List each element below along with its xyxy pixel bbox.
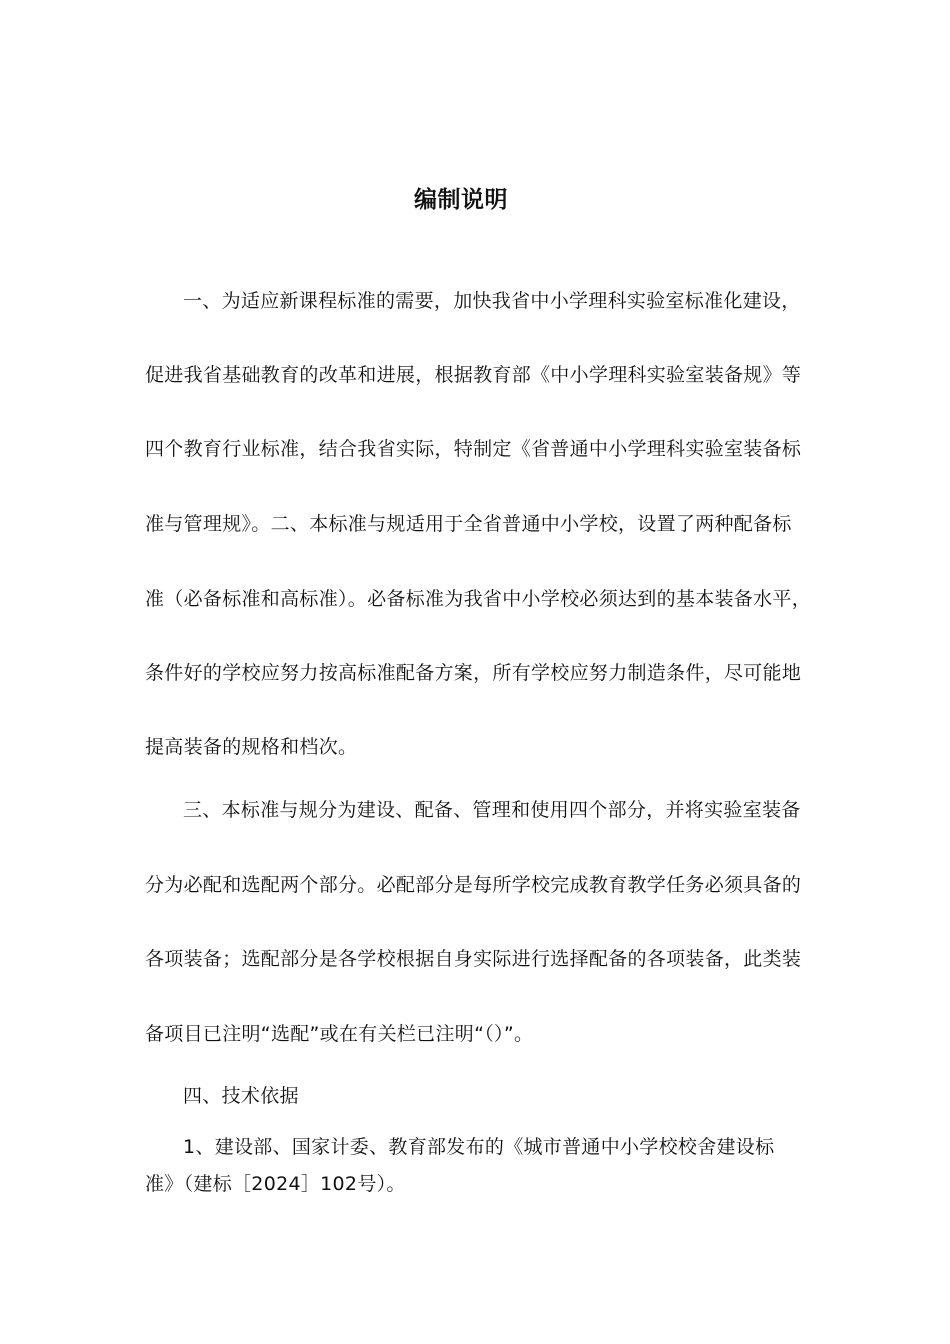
paragraph-line: 备项目已注明“选配”或在有关栏已注明“（）”。 bbox=[145, 1023, 534, 1045]
section-heading: 四、技术依据 bbox=[183, 1085, 299, 1107]
paragraph-line: 促进我省基础教育的改革和进展，根据教育部《中小学理科实验室装备规》等 bbox=[145, 364, 802, 386]
paragraph-line: 1、建设部、国家计委、教育部发布的《城市普通中小学校校舍建设标 bbox=[183, 1136, 775, 1158]
paragraph-line: 条件好的学校应努力按高标准配备方案，所有学校应努力制造条件，尽可能地 bbox=[145, 662, 802, 684]
page-title: 编制说明 bbox=[414, 187, 508, 213]
paragraph-line: 三、本标准与规分为建设、配备、管理和使用四个部分，并将实验室装备 bbox=[183, 799, 801, 821]
paragraph-line: 准与管理规》。二、本标准与规适用于全省普通中小学校，设置了两种配备标 bbox=[145, 513, 792, 535]
paragraph-line: 一、为适应新课程标准的需要，加快我省中小学理科实验室标准化建设， bbox=[183, 290, 801, 312]
paragraph-line: 准》（建标［2024］102号）。 bbox=[145, 1173, 406, 1195]
paragraph-line: 四个教育行业标准，结合我省实际，特制定《省普通中小学理科实验室装备标 bbox=[145, 438, 802, 460]
paragraph-line: 准（必备标准和高标准）。必备标准为我省中小学校必须达到的基本装备水平， bbox=[145, 588, 812, 610]
paragraph-line: 提高装备的规格和档次。 bbox=[145, 736, 358, 758]
paragraph-line: 各项装备；选配部分是各学校根据自身实际进行选择配备的各项装备，此类装 bbox=[145, 948, 802, 970]
paragraph-line: 分为必配和选配两个部分。必配部分是每所学校完成教育教学任务必须具备的 bbox=[145, 874, 802, 896]
